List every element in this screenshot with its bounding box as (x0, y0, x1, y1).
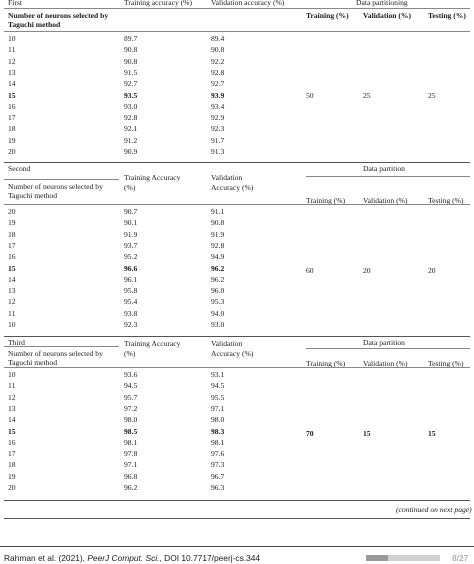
block2-row-va: 96.0 (211, 286, 225, 296)
block3-row-tr: 98.0 (124, 415, 138, 425)
block1-row-tr: 91.2 (124, 135, 138, 145)
block1-row-n: 11 (8, 45, 16, 55)
block1-row-tr: 92.8 (124, 113, 138, 123)
block3-row-va: 95.5 (211, 392, 225, 402)
block1-row-va: 89.4 (211, 34, 225, 43)
block3-row-tr: 93.6 (124, 370, 138, 379)
block3-row-n: 20 (8, 483, 16, 492)
block3-row-tr: 96.8 (124, 471, 138, 481)
block3-partition-training: 70 (306, 429, 314, 438)
block1-data-partitioning: Data partitioning (356, 0, 408, 7)
block1-row-va: 92.7 (211, 79, 225, 89)
block2-row-va: 93.0 (211, 320, 225, 329)
block1-col-validation: Validation accuracy (%) (211, 0, 285, 7)
block3-row-va: 98.0 (211, 415, 225, 425)
block3-partition-testing: 15 (428, 429, 436, 438)
block2-row-tr: 93.8 (124, 308, 138, 318)
block2-row-n: 20 (8, 207, 16, 216)
block1-row-tr: 90.8 (124, 45, 138, 55)
block2-row-tr: 93.7 (124, 240, 138, 250)
block1-sub-validation: Validation (%) (363, 11, 412, 20)
block1-row-tr: 90.9 (124, 147, 138, 156)
block2-row-va: 91.9 (211, 229, 225, 239)
block3-row-n: 16 (8, 437, 16, 447)
block2-row-tr: 95.8 (124, 286, 138, 296)
block1-row-va: 92.2 (211, 56, 225, 66)
block3-col-neurons: Number of neurons selected by Taguchi method (8, 349, 103, 367)
block2-row-n: 12 (8, 297, 16, 307)
block2-row-va: 96.2 (211, 263, 225, 273)
block2-row-tr: 92.3 (124, 320, 138, 329)
block3-row-va: 96.7 (211, 471, 225, 481)
block3-row-n: 10 (8, 370, 16, 379)
block2-partition-testing: 20 (428, 266, 436, 275)
block2-row-n: 10 (8, 320, 16, 329)
block1-row-n: 15 (8, 90, 16, 100)
block3-row-n: 17 (8, 449, 16, 459)
block3-data-partition: Data partition (363, 338, 405, 347)
block3-sub-testing: Testing (%) (428, 359, 464, 368)
block1-first-label: First (8, 0, 22, 7)
page-progress-fill (366, 555, 388, 561)
block2-row-n: 14 (8, 274, 16, 284)
block2-row-va: 96.2 (211, 274, 225, 284)
block1-row-va: 93.4 (211, 101, 225, 111)
block2-sub-training: Training (%) (306, 196, 346, 205)
block3-row-tr: 98.5 (124, 426, 138, 436)
page-number: 8/27 (452, 553, 469, 563)
block1-partition-training: 50 (306, 91, 314, 100)
block2-row-va: 91.1 (211, 207, 225, 216)
block3-row-tr: 97.2 (124, 403, 138, 413)
block2-row-tr: 90.1 (124, 218, 138, 228)
block1-row-tr: 92.1 (124, 124, 138, 134)
continued-note: (continued on next page) (396, 505, 472, 514)
block2-data-partition: Data partition (363, 164, 405, 173)
block3-row-n: 14 (8, 415, 16, 425)
block3-row-va: 97.6 (211, 449, 225, 459)
block1-row-tr: 90.8 (124, 56, 138, 66)
footer-journal: PeerJ Comput. Sci. (87, 553, 160, 563)
block1-row-va: 92.9 (211, 113, 225, 123)
block1-row-n: 19 (8, 135, 16, 145)
block2-sub-validation: Validation (%) (363, 196, 408, 205)
block3-row-va: 93.1 (211, 370, 225, 379)
block3-row-va: 98.3 (211, 426, 225, 436)
block3-row-n: 18 (8, 460, 16, 470)
block1-row-n: 17 (8, 113, 16, 123)
block2-row-tr: 90.7 (124, 207, 138, 216)
block1-sub-training: Training (%) (306, 11, 349, 20)
block2-row-va: 90.8 (211, 218, 225, 228)
block1-row-n: 18 (8, 124, 16, 134)
block1-row-tr: 89.7 (124, 34, 138, 43)
block3-row-va: 97.3 (211, 460, 225, 470)
block3-row-va: 98.1 (211, 437, 225, 447)
footer-doi: , DOI 10.7717/peerj-cs.344 (159, 553, 261, 563)
block1-row-tr: 93.5 (124, 90, 138, 100)
block3-label: Third (8, 338, 25, 347)
block1-row-tr: 92.7 (124, 79, 138, 89)
block2-row-va: 94.9 (211, 252, 225, 262)
block2-row-n: 13 (8, 286, 16, 296)
block3-row-va: 96.3 (211, 483, 225, 492)
block1-row-n: 20 (8, 147, 16, 156)
block1-row-va: 91.7 (211, 135, 225, 145)
block1-row-tr: 93.0 (124, 101, 138, 111)
block1-row-va: 91.3 (211, 147, 225, 156)
block3-row-tr: 96.2 (124, 483, 138, 492)
block1-row-n: 14 (8, 79, 16, 89)
block1-row-va: 92.8 (211, 67, 225, 77)
block2-col-neurons: Number of neurons selected by Taguchi method (8, 182, 103, 200)
block2-col-validation: Validation Accuracy (%) (211, 173, 254, 192)
block2-partition-training: 60 (306, 266, 314, 275)
block3-sub-training: Training (%) (306, 359, 346, 368)
block1-row-va: 92.3 (211, 124, 225, 134)
block3-col-training: Training Accuracy (%) (124, 339, 181, 358)
block2-row-va: 94.0 (211, 308, 225, 318)
block1-row-va: 93.9 (211, 90, 225, 100)
block2-row-va: 95.3 (211, 297, 225, 307)
block2-row-n: 19 (8, 218, 16, 228)
block1-partition-testing: 25 (428, 91, 436, 100)
footer-authors: Rahman et al. (2021), (4, 553, 88, 563)
block2-sub-testing: Testing (%) (428, 196, 464, 205)
block2-row-tr: 91.9 (124, 229, 138, 239)
block2-row-tr: 95.4 (124, 297, 138, 307)
block3-col-validation: Validation Accuracy (%) (211, 339, 254, 358)
block1-sub-testing: Testing (%) (428, 11, 466, 20)
block2-row-va: 92.8 (211, 240, 225, 250)
block1-row-tr: 91.5 (124, 67, 138, 77)
block1-col-training: Training accuracy (%) (124, 0, 193, 7)
block2-row-tr: 96.1 (124, 274, 138, 284)
block2-row-tr: 96.6 (124, 263, 138, 273)
block3-row-tr: 94.5 (124, 381, 138, 391)
block3-row-tr: 98.1 (124, 437, 138, 447)
block2-row-n: 18 (8, 229, 16, 239)
block1-row-n: 12 (8, 56, 16, 66)
block2-row-tr: 95.2 (124, 252, 138, 262)
block3-row-n: 13 (8, 403, 16, 413)
block3-partition-validation: 15 (363, 429, 371, 438)
block1-sub-neurons: Number of neurons selected by Taguchi method (8, 11, 109, 29)
block1-row-va: 90.8 (211, 45, 225, 55)
block3-row-n: 11 (8, 381, 16, 391)
block2-row-n: 16 (8, 252, 16, 262)
footer-citation (4, 553, 260, 563)
page-progress-bar (366, 555, 440, 561)
block1-row-n: 13 (8, 67, 16, 77)
block2-col-training: Training Accuracy (%) (124, 173, 181, 192)
block3-row-n: 19 (8, 471, 16, 481)
block3-row-va: 97.1 (211, 403, 225, 413)
block1-row-n: 10 (8, 34, 16, 43)
block2-row-n: 17 (8, 240, 16, 250)
block2-row-n: 15 (8, 263, 16, 273)
block1-partition-validation: 25 (363, 91, 371, 100)
block3-row-tr: 97.8 (124, 449, 138, 459)
block3-sub-validation: Validation (%) (363, 359, 408, 368)
block3-row-tr: 95.7 (124, 392, 138, 402)
block3-row-va: 94.5 (211, 381, 225, 391)
block2-label: Second (8, 164, 31, 173)
block3-row-tr: 97.1 (124, 460, 138, 470)
block2-partition-validation: 20 (363, 266, 371, 275)
block3-row-n: 12 (8, 392, 16, 402)
block2-row-n: 11 (8, 308, 16, 318)
block1-row-n: 16 (8, 101, 16, 111)
block3-row-n: 15 (8, 426, 16, 436)
